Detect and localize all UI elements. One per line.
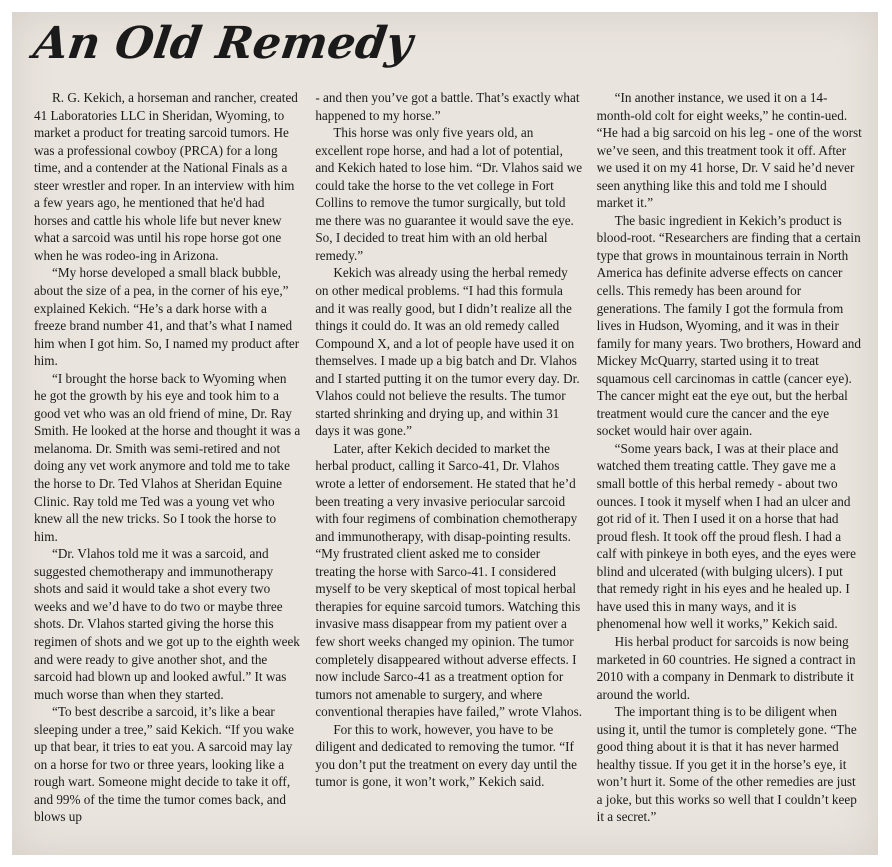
paragraph: R. G. Kekich, a horseman and rancher, created 41 Laboratories LLC in Sheridan, Wyoming, to market a product for treating sarcoid tumors. He was a professional cowboy (PRCA) for a long time, and a contender at the National Finals as a steer wrestler and roper. In an interview with him a few years ago, he mentioned that he'd had horses and cattle his whole life but never knew what a sarcoid was until his rope horse got one when he was rodeo-ing in Arizona.: [34, 90, 298, 263]
column-2: [315, 89, 582, 849]
paragraph: “In another instance, we used it on a 14-month-old colt for eight weeks,” he contin-ued. “He had a big sarcoid on his leg - one of the worst we’ve seen, and this treatment took it off. After we used it on my 41 horse, Dr. V said he’d never seen anything like this and told me I should market it.”: [596, 90, 862, 211]
paragraph: “To best describe a sarcoid, it’s like a bear sleeping under a tree,” said Kekich. “If you wake up that bear, it tries to eat you. A sarcoid may lay on a horse for two or three years, looking like a rough wart. Someone might decide to take it off, and 99% of the time the tumor comes back, and blows up: [34, 704, 294, 825]
paragraph: Later, after Kekich decided to market the herbal product, calling it Sarco-41, Dr. Vlahos wrote a letter of endorsement. He stated that he’d been treating a very invasive periocular sarcoid with four regimens of combination chemotherapy and immunotherapy, with disap-pointing results. “My frustrated client asked me to consider treating the horse with Sarco-41. I considered myself to be very skeptical of most topical herbal therapies for equine sarcoid tumors. Watching this invasive mass disappear from my patient over a few short weeks changed my opinion. The tumor completely disappeared without adverse effects. I now include Sarco-41 as a treatment option for tumors not amenable to surgery, and where conventional therapies have failed,” wrote Vlahos.: [315, 440, 583, 720]
column-3: [597, 89, 864, 849]
article-page: [12, 12, 878, 855]
paragraph: This horse was only five years old, an excellent rope horse, and had a lot of potential, and Kekich hated to lose him. “Dr. Vlahos said we could take the horse to the vet college in Fort Collins to remove the tumor surgically, but told me there was no guarantee it would save the eye. So, I decided to treat him with an old herbal remedy.”: [315, 125, 583, 263]
paragraph: “Some years back, I was at their place and watched them treating cattle. They gave me a small bottle of this herbal remedy - about two ounces. I took it myself when I had an ulcer and got rid of it. Then I used it on a horse that had proud flesh. It took off the proud flesh. I had a calf with pinkeye in both eyes, and the eyes were blind and ulcerated (with bulging ulcers). I put that remedy right in his eyes and he healed up. I have used this in many ways, and it is phenomenal how well it works,” Kekich said.: [596, 440, 856, 632]
paragraph: “My horse developed a small black bubble, about the size of a pea, in the corner of his eye,” explained Kekich. “He’s a dark horse with a freeze brand number 41, and that’s what I named him when I got him. So, I named my product after him.: [34, 265, 300, 369]
column-1: [34, 89, 301, 849]
paragraph: The basic ingredient in Kekich’s product is blood-root. “Researchers are finding that a certain type that grows in mountainous terrain in North America has definite adverse effects on cancer cells. This remedy has been around for generations. The family I got the formula from lives in Hudson, Wyoming, and it was in their family for many years. Two brothers, Howard and Mickey McQuarry, started using it to treat squamous cell carcinomas in cattle (cancer eye). The cancer might eat the eye out, but the herbal treatment would cure the cancer and the eye socket would hair over again.: [596, 212, 861, 439]
paragraph: Kekich was already using the herbal remedy on other medical problems. “I had this formula and it was really good, but I didn’t realize all the things it could do. It was an old remedy called Compound X, and a lot of people have used it on themselves. I made up a big batch and Dr. Vlahos and I started putting it on the tumor every day. Dr. Vlahos could not believe the results. The tumor started shrinking and drying up, and within 31 days it was gone.”: [315, 265, 580, 439]
article-columns: [34, 89, 864, 849]
paragraph: For this to work, however, you have to be diligent and dedicated to removing the tumor. “If you don’t put the treatment on every day until the tumor is gone, it won’t work,” Kekich said.: [315, 721, 577, 790]
paragraph: “I brought the horse back to Wyoming when he got the growth by his eye and took him to a good vet who was an old friend of mine, Dr. Ray Smith. He looked at the horse and thought it was a melanoma. Dr. Smith was semi-retired and not doing any vet work anymore and told me to take the horse to Dr. Ted Vlahos at Sheridan Equine Clinic. Ray told me Ted was a young vet who knew all the new tricks. So I took the horse to him.: [34, 370, 301, 544]
paragraph-continued: - and then you’ve got a battle. That’s exactly what happened to my horse.”: [315, 90, 580, 123]
article-title: An Old Remedy: [30, 18, 416, 69]
paragraph: The important thing is to be diligent when using it, until the tumor is completely gone. “The good thing about it is that it has never harmed healthy tissue. If you get it in the horse’s eye, it won’t hurt it. Some of the other remedies are just a joke, but this works so well that I couldn’t keep it a secret.”: [596, 704, 857, 825]
paragraph: His herbal product for sarcoids is now being marketed in 60 countries. He signed a contract in 2010 with a company in Denmark to distribute it around the world.: [596, 633, 856, 702]
paragraph: “Dr. Vlahos told me it was a sarcoid, and suggested chemotherapy and immunotherapy shots and said it would take a shot every two weeks and we’d have to do two or maybe three shots. Dr. Vlahos started giving the horse this regimen of shots and we got up to the eighth week and were ready to give another shot, and the sarcoid had blown up and looked awful.” It was much worse than when they started.: [34, 546, 300, 702]
